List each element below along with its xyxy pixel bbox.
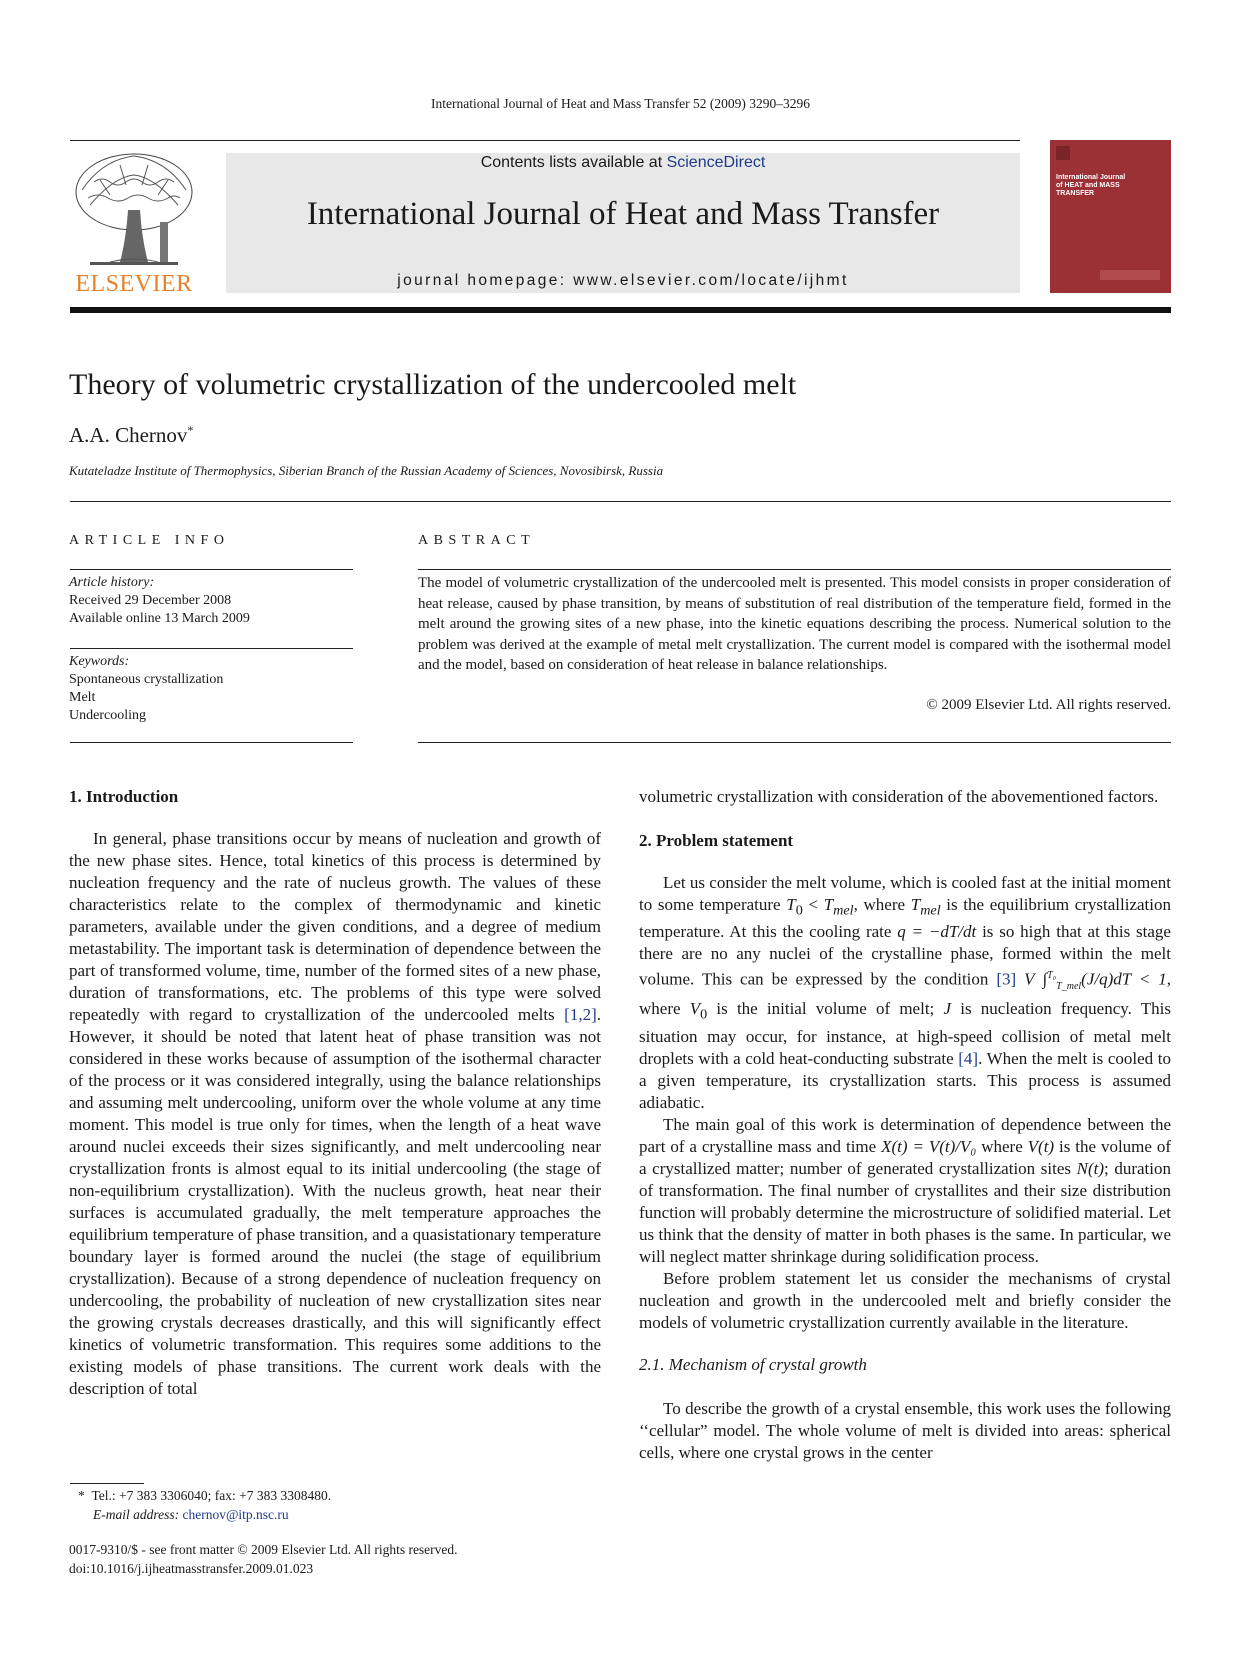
intro-paragraph — [69, 828, 601, 1400]
keyword-item: Melt — [69, 690, 96, 705]
journal-citation: International Journal of Heat and Mass Transfer 52 (2009) 3290–3296 — [430, 96, 811, 111]
abstract-rule-bottom — [418, 742, 1171, 743]
body-text: The main goal of this work is determination of dependence between the part of a crystalline mass and time — [639, 1114, 1171, 1156]
history-label: Article history: — [69, 575, 155, 590]
email-label: E-mail address: — [93, 1507, 183, 1522]
author-affiliation: Kutateladze Institute of Thermophysics, Siberian Branch of the Russian Academy of Sciences, Novosibirsk, Russia — [69, 463, 664, 478]
contents-line — [226, 154, 1020, 172]
math-symbol: T — [910, 895, 921, 914]
body-text: is nucleation frequency. This situation may occur, for instance, at high-speed collision of metal melt droplets with a cold heat-conducting substrate — [639, 999, 1172, 1068]
reference-link-4[interactable]: [4] — [958, 1048, 979, 1068]
abstract-text: The model of volumetric crystallization of the undercooled melt is presented. This model consists in proper consideration of heat release, caused by phase transition, by means of substitution of real distribution of the temperature field, formed in the melt around the growing sites of a new phase, into the kinetic equations describing the process. Numerical solution to the problem was derived at the example of metal melt crystallization. The current model is compared with the isothermal model and the model, based on consideration of heat release in balance relationships. — [418, 575, 1171, 673]
body-text: where — [976, 1136, 1028, 1156]
issn-line: 0017-9310/$ - see front matter © 2009 Elsevier Ltd. All rights reserved. — [69, 1542, 458, 1557]
reference-link-3[interactable]: [3] — [996, 970, 1017, 990]
article-info-heading: ARTICLE INFO — [69, 533, 230, 548]
math-subscript: mel — [920, 902, 941, 919]
body-text: ; duration of transformation. The final number of crystallites and their size distribution function will probably determine the microstructure of solidified material. Let us think that the density of matter in both phases is the same. In particular, we will neglect matter shrinkage during solidification process. — [639, 1158, 1171, 1266]
header-top-rule — [70, 140, 1020, 141]
journal-homepage[interactable]: journal homepage: www.elsevier.com/locate/ijhmt — [397, 272, 849, 289]
math-symbol: T — [823, 895, 834, 914]
keyword-item: Spontaneous crystallization — [69, 672, 224, 687]
elsevier-logo — [70, 150, 198, 296]
body-text: Let us consider the melt volume, which is cooled fast at the initial moment to some temperature — [639, 873, 1171, 914]
math-expression: N(t) — [1076, 1158, 1104, 1178]
math-expression: X(t) = V(t)/V₀ — [881, 1136, 977, 1156]
online-date: Available online 13 March 2009 — [69, 611, 250, 626]
math-expression: q = −dT/dt — [897, 922, 977, 942]
footnote-mark: * — [78, 1488, 85, 1503]
cover-title: International Journal of HEAT and MASS TRANSFER — [1056, 174, 1126, 197]
intro-text: . However, it should be noted that latent heat of phase transition was not considered in these works because of assumption of the isothermal character of the process or it was considered integrally, using the balance relationships and assuming melt undercooling, uniform over the whole volume at any time moment. This model is true only for times, when the length of a heat wave around nuclei exceeds their sizes significantly, and melt undercooling near crystallization fronts is almost equal to its initial undercooling (the stage of non-equilibrium crystallization). With the nucleus growth, heat near their surfaces is accumulated gradually, the melt temperature approaches the equilibrium temperature of phase transition, and a quasistationary temperature boundary layer is formed around the nuclei (the stage of equilibrium crystallization). Because of a strong dependence of nucleation frequency on undercooling, the probability of nucleation of new crystallization sites near the growing crystals decreases drastically, and this will significantly effect kinetics of volumetric transformation. This requires some additions to the existing models of phase transitions. The current work deals with the description of total — [69, 1005, 602, 1398]
math-subscript: 0 — [700, 1006, 708, 1023]
problem-paragraph-1 — [639, 872, 1171, 1114]
problem-paragraph-3: Before problem statement let us consider the mechanisms of crystal nucleation and growth in the undercooled melt and briefly consider the models of volumetric crystallization currently available in the literature. — [639, 1268, 1171, 1332]
keywords-label: Keywords: — [69, 654, 130, 669]
abstract-copyright: © 2009 Elsevier Ltd. All rights reserved. — [926, 697, 1171, 713]
author-name: A.A. Chernov — [69, 423, 188, 447]
math-limit-lower: T_mel — [1056, 981, 1082, 993]
article-title: Theory of volumetric crystallization of the undercooled melt — [69, 368, 797, 401]
math-limit-upper: T₀ — [1047, 970, 1057, 982]
author-email-link[interactable]: chernov@itp.nsc.ru — [182, 1507, 289, 1522]
subsection-heading-crystal-growth: 2.1. Mechanism of crystal growth — [639, 1354, 867, 1374]
author-footnote-mark[interactable]: * — [187, 423, 194, 437]
header-thick-rule — [70, 307, 1171, 313]
reference-link-1-2[interactable]: [1,2] — [564, 1005, 597, 1024]
intro-text: In general, phase transitions occur by means of nucleation and growth of the new phase sites. Hence, total kinetics of this process is determined by nucleation frequency and the rate of nucleus growth. The values of these characteristics relate to the complex of thermodynamic and kinetic parameters, available under the given conditions, and a degree of medium metastability. The important task is determination of dependence between the part of transformed volume, time, number of the formed sites of a new phase, duration of transformations, etc. The problems of this type were solved repeatedly with regard to crystallization of the undercooled melts — [69, 829, 601, 1024]
received-date: Received 29 December 2008 — [69, 593, 232, 608]
math-subscript: mel — [833, 902, 854, 919]
math-symbol: V — [689, 999, 701, 1019]
math-symbol: T — [786, 895, 796, 914]
body-text: , where — [639, 970, 1172, 1019]
body-text: , where — [853, 895, 911, 914]
article-history — [69, 574, 352, 628]
math-operator: < — [802, 895, 824, 914]
doi-line[interactable]: doi:10.1016/j.ijheatmasstransfer.2009.01.023 — [69, 1561, 314, 1576]
math-expression: V(t) — [1027, 1136, 1055, 1156]
sciencedirect-link[interactable]: ScienceDirect — [666, 154, 766, 171]
contact-phone: Tel.: +7 383 3306040; fax: +7 383 3308480. — [91, 1488, 332, 1503]
problem-paragraph-2 — [639, 1114, 1171, 1268]
info-rule-2 — [70, 648, 353, 649]
info-rule-1 — [70, 569, 353, 570]
publisher-wordmark: ELSEVIER — [75, 271, 193, 297]
body-text: is so high that at this stage there are no any nuclei of the crystalline phase, formed within the melt volume. This can be expressed by the condition — [639, 922, 1171, 990]
body-text: is the initial volume of melt; — [707, 999, 944, 1019]
keyword-item: Undercooling — [69, 708, 146, 723]
math-symbol: V — [1024, 970, 1035, 990]
right-column — [639, 786, 1171, 1464]
keywords-block — [69, 653, 352, 725]
continued-paragraph: volumetric crystallization with consideration of the abovementioned factors. — [639, 787, 1159, 806]
body-text: . When the melt is cooled to a given temperature, its crystallization starts. This process is assumed adiabatic. — [639, 1048, 1171, 1112]
author-footnote — [78, 1486, 598, 1524]
section-heading-introduction: 1. Introduction — [69, 787, 179, 806]
math-integral: ∫ — [1042, 970, 1048, 990]
author-line — [69, 423, 193, 448]
math-subscript: 0 — [795, 902, 803, 919]
journal-name: International Journal of Heat and Mass Transfer — [306, 196, 940, 232]
body-text: is the equilibrium crystallization temperature. At this the cooling rate — [639, 895, 1171, 942]
abstract-rule-top — [418, 569, 1171, 570]
footnote-rule — [70, 1483, 144, 1484]
info-rule-3 — [70, 742, 353, 743]
body-text: is the volume of a crystallized matter; number of generated crystallization sites — [639, 1136, 1172, 1178]
math-symbol: J — [943, 999, 952, 1019]
title-bottom-rule — [70, 501, 1171, 502]
crystal-growth-paragraph: To describe the growth of a crystal ensemble, this work uses the following ‘‘cellular” model. The whole volume of melt is divided into areas: spherical cells, where one crystal grows in the center — [639, 1398, 1171, 1462]
journal-cover-image — [1050, 140, 1171, 293]
abstract-heading: ABSTRACT — [418, 533, 536, 548]
section-heading-problem-statement: 2. Problem statement — [639, 831, 794, 850]
contents-prefix: Contents lists available at — [480, 154, 667, 171]
math-expression: (J/q)dT < 1 — [1081, 970, 1167, 990]
left-column — [69, 786, 601, 1400]
